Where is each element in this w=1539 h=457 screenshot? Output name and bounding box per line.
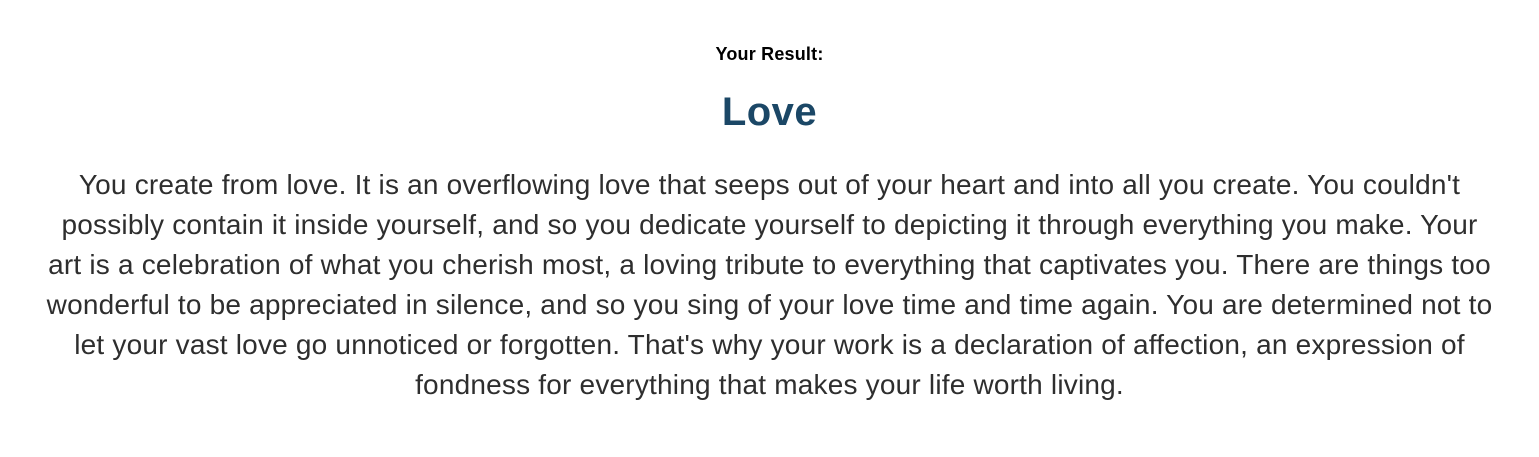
result-title: Love [721,89,818,134]
result-label: Your Result: [715,44,824,64]
result-description: You create from love. It is an overflowing love that seeps out of your heart and into all you create. You couldn't possibly contain it inside yourself, and so you dedicate yourself to depicting it through everything you make. Your art is a celebration of what you cherish most, a loving tribute to everything that captivates you. There are things too wonderful to be appreciated in silence, and so you sing of your love time and time again. You are determined not to let your vast love go unnoticed or forgotten. That's why your work is a declaration of affection, an expression of fondness for everything that makes your life worth living. [46,168,1493,400]
